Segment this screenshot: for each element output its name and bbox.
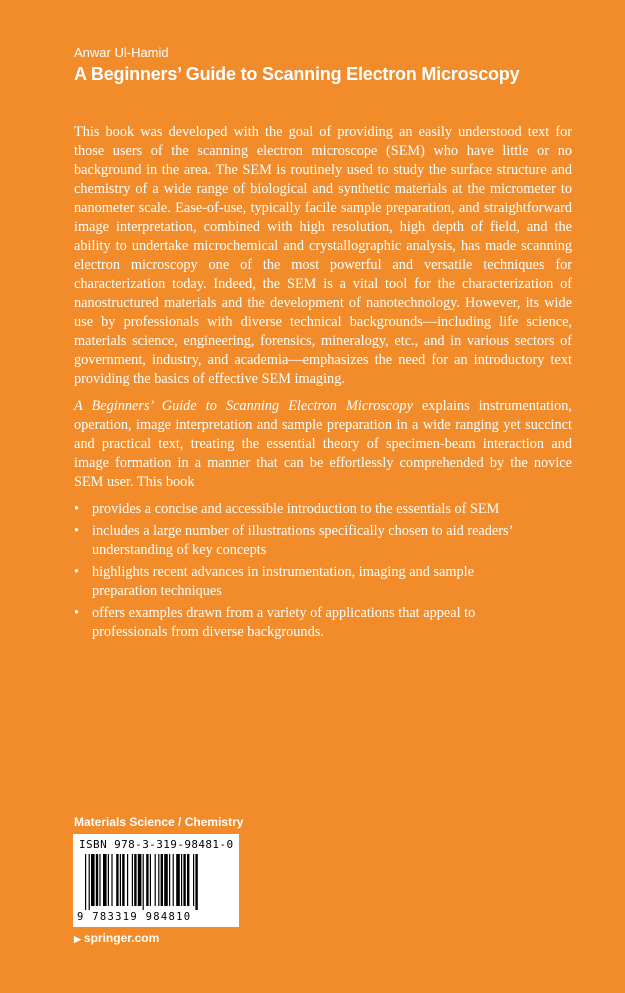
barcode-bar — [108, 854, 109, 906]
feature-list — [74, 500, 572, 642]
barcode-bar — [150, 854, 151, 906]
list-item-text: provides a concise and accessible introduction to the essentials of SEM — [92, 501, 500, 517]
bullet-icon: • — [74, 501, 80, 517]
list-item — [74, 563, 532, 601]
barcode-bar — [120, 854, 121, 906]
description — [74, 123, 572, 645]
barcode-bars — [77, 854, 235, 910]
barcode-bar — [187, 854, 189, 906]
barcode-bar — [169, 854, 170, 906]
barcode-bar — [96, 854, 98, 906]
barcode-bar — [183, 854, 185, 906]
list-item-text: highlights recent advances in instrumentation, imaging and sample preparation techniques — [92, 564, 474, 599]
list-item — [74, 500, 532, 519]
barcode-bar — [127, 854, 128, 906]
book-title-italic: A Beginners’ Guide to Scanning Electron Microscopy — [74, 398, 413, 414]
bullet-icon: • — [74, 564, 80, 580]
isbn-label: ISBN 978-3-319-98481-0 — [79, 838, 234, 851]
barcode-bar — [89, 854, 90, 910]
barcode-bar — [176, 854, 180, 906]
description-paragraph-2-text: explains instrumentation, operation, image interpretation and sample preparation in a wide ranging yet succinct and practical text, treating the essential theory of specimen-beam interaction and image formation in a manner that can be effortlessly comprehended by the novice SEM user. This book — [74, 398, 573, 490]
barcode-bar — [103, 854, 107, 906]
barcode-bar — [143, 854, 144, 910]
barcode-bar — [85, 854, 86, 910]
list-item-text: offers examples drawn from a variety of applications that appeal to professionals from diverse backgrounds. — [92, 605, 476, 640]
barcode-bar — [122, 854, 124, 906]
subject-category: Materials Science / Chemistry — [74, 815, 244, 829]
barcode-bar — [138, 854, 142, 906]
barcode-bar — [158, 854, 159, 906]
barcode-bar — [111, 854, 112, 906]
barcode-digits: 9 783319 984810 — [77, 911, 192, 923]
barcode-bar — [146, 854, 148, 906]
description-paragraph-2 — [74, 397, 572, 492]
barcode-bar — [132, 854, 133, 906]
description-paragraph-1: This book was developed with the goal of providing an easily understood text for those users of the scanning electron microscope (SEM) who have little or no background in the area. The SEM is routinely used to study the surface structure and chemistry of a wide range of biological and synthetic materials at the micrometer to nanometer scale. Ease-of-use, typically facile sample preparation, and straightforward image interpretation, combined with high resolution, high depth of field, and the ability to undertake microchemical and crystallographic analysis, has made scanning electron microscopy one of the most powerful and versatile techniques for characterization today. Indeed, the SEM is a vital tool for the characterization of nanostructured materials and the development of nanotechnology. However, its wide use by professionals with diverse technical backgrounds—including life science, materials science, engineering, forensics, mineralogy, etc., and in various sectors of government, industry, and academia—emphasizes the need for an introductory text providing the basics of effective SEM imaging. — [74, 124, 572, 387]
barcode-bar — [164, 854, 168, 906]
barcode-bar — [181, 854, 182, 906]
barcode-bar — [99, 854, 100, 906]
author-name: Anwar Ul-Hamid — [74, 45, 169, 60]
bullet-icon: • — [74, 605, 80, 621]
barcode-bar — [155, 854, 156, 906]
publisher-url: springer.com — [83, 931, 160, 945]
triangle-right-icon: ▶ — [74, 934, 81, 944]
barcode-bar — [134, 854, 136, 906]
book-title: A Beginners’ Guide to Scanning Electron Microscopy — [74, 64, 520, 84]
publisher-link[interactable] — [74, 931, 159, 945]
isbn-barcode — [73, 834, 239, 927]
list-item — [74, 522, 532, 560]
barcode-bar — [193, 854, 194, 906]
barcode-bar — [91, 854, 95, 906]
barcode-bar — [116, 854, 118, 906]
barcode-bar — [195, 854, 197, 910]
barcode-bar — [173, 854, 174, 906]
barcode-bar — [161, 854, 163, 906]
list-item — [74, 604, 532, 642]
list-item-text: includes a large number of illustrations specifically chosen to aid readers’ understanding of key concepts — [92, 523, 513, 558]
bullet-icon: • — [74, 523, 80, 539]
